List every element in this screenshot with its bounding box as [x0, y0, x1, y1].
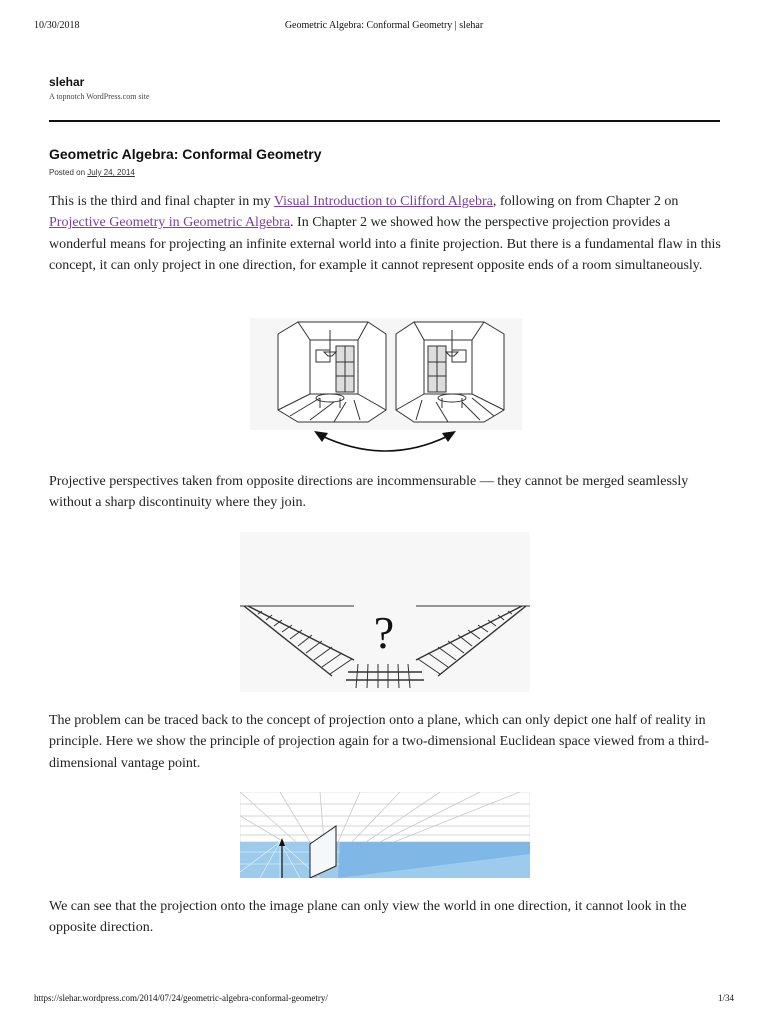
site-description: A topnotch WordPress.com site [49, 92, 150, 101]
double-headed-arrow [314, 431, 456, 451]
print-url: https://slehar.wordpress.com/2014/07/24/geometric-algebra-conformal-geometry/ [34, 993, 328, 1003]
post-title[interactable]: Geometric Algebra: Conformal Geometry [49, 146, 322, 162]
print-date: 10/30/2018 [34, 20, 80, 31]
clifford-algebra-link[interactable]: Visual Introduction to Clifford Algebra [273, 194, 493, 209]
figure-projection-plane [240, 792, 530, 878]
post-meta [49, 168, 135, 177]
projective-geometry-link[interactable]: Projective Geometry in Geometric Algebra [49, 215, 291, 231]
projection-plane-paragraph: The problem can be traced back to the concept of projection onto a plane, which can only depict one half of reality in principle. Here we show the principle of projection again for a two-dimensional Euclidean space viewed from a third-dimensional vantage point. [49, 713, 710, 771]
posted-date-link[interactable]: July 24, 2014 [87, 168, 135, 177]
incommensurable-paragraph: Projective perspectives taken from opposite directions are incommensurable — they cannot be merged seamlessly without a sharp discontinuity where they join. [49, 474, 689, 511]
site-title[interactable]: slehar [49, 75, 85, 89]
posted-label: Posted on [49, 168, 86, 177]
intro-text-1: This is the third and final chapter in my [49, 194, 274, 209]
print-page-number: 1/34 [717, 993, 734, 1003]
room-right-illustration [396, 322, 504, 422]
intro-paragraph [49, 191, 721, 276]
print-header [34, 20, 734, 34]
figure-opposite-rooms [250, 318, 522, 456]
figure-railway-tracks [240, 532, 530, 692]
intro-text-2: , following on from Chapter 2 on [492, 194, 679, 209]
print-page-title: Geometric Algebra: Conformal Geometry | slehar [284, 20, 484, 31]
intro-text-3: . In Chapter 2 we showed how the perspective projection provides a wonderful means for projecting an infinite external world into a finite projection. But there is a fundamental flaw in this concept, it can only project in one direction, for example it cannot represent opposite ends of a room simultaneously. [49, 215, 721, 273]
header-divider [49, 120, 720, 122]
one-direction-paragraph: We can see that the projection onto the image plane can only view the world in one direction, it cannot look in the opposite direction. [49, 899, 687, 936]
room-left-illustration [278, 322, 386, 422]
question-mark: ? [373, 607, 395, 658]
